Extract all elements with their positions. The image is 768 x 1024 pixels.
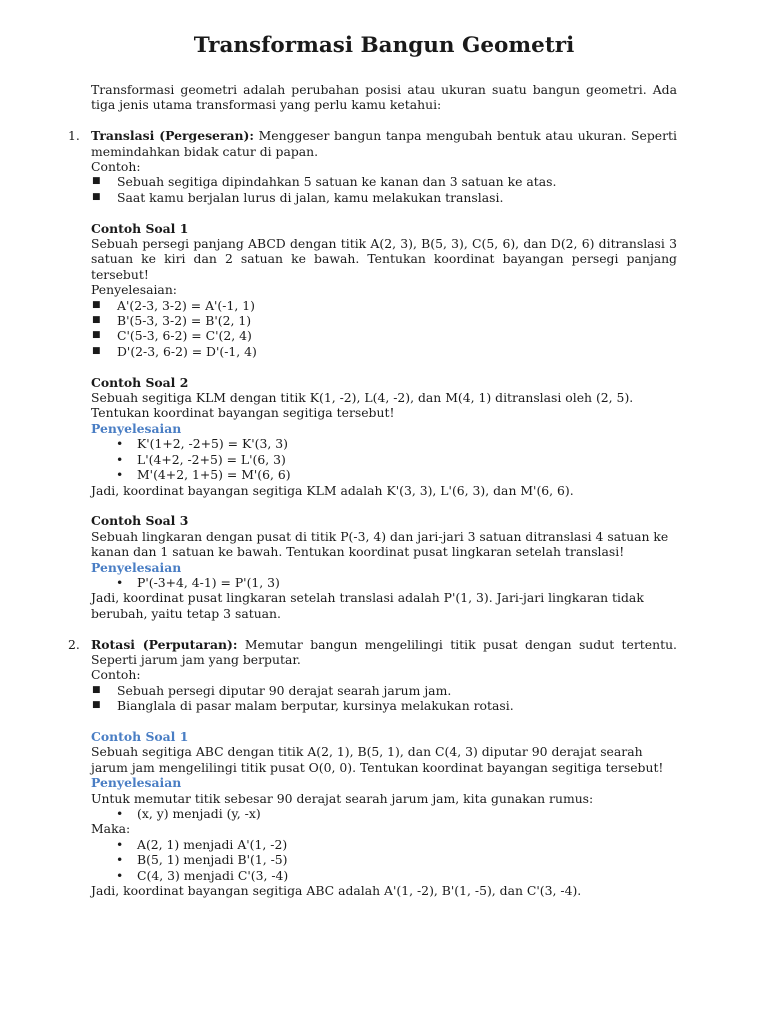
list-item: ■ Sebuah persegi diputar 90 derajat searah jarum jam. (92, 682, 452, 698)
bullet-icon: • (116, 436, 124, 452)
soal-question: Sebuah persegi panjang ABCD dengan titik A(2, 3), B(5, 3), C(5, 6), dan D(2, 6) ditranslasi 3 satuan ke kiri dan 2 satuan ke bawah. Tentukan koordinat bayangan persegi panjang tersebut! (91, 236, 677, 282)
bullet-icon: • (116, 574, 124, 590)
section-heading-paragraph (91, 637, 677, 668)
soal-conclusion: Jadi, koordinat pusat lingkaran setelah translasi adalah P'(1, 3). Jari-jari lingkaran tidak berubah, yaitu tetap 3 satuan. (91, 590, 644, 621)
soal-question: Sebuah lingkaran dengan pusat di titik P(-3, 4) dan jari-jari 3 satuan ditranslasi 4 satuan ke kanan dan 1 satuan ke bawah. Tentukan koordinat pusat lingkaran setelah translasi! (91, 528, 669, 560)
intro-paragraph: Transformasi geometri adalah perubahan posisi atau ukuran suatu bangun geometri. Ada tiga jenis utama transformasi yang perlu kamu ketahui: (91, 82, 677, 113)
square-bullet-icon: ■ (92, 176, 101, 187)
rule-list (91, 806, 677, 821)
solution-label: Penyelesaian (91, 559, 182, 575)
contoh-label: Contoh: (91, 159, 141, 175)
section-heading: Translasi (Pergeseran): (91, 128, 254, 144)
list-item: ■ A'(2-3, 3-2) = A'(-1, 1) (92, 297, 255, 313)
rule-intro: Untuk memutar titik sebesar 90 derajat searah jarum jam, kita gunakan rumus: (91, 790, 594, 806)
solution-label: Penyelesaian (91, 775, 182, 791)
bullet-icon: • (116, 451, 124, 467)
solution-steps (91, 436, 677, 482)
document-body (68, 82, 677, 899)
list-item: ■ B'(5-3, 3-2) = B'(2, 1) (92, 313, 252, 329)
bullet-icon: • (116, 867, 124, 883)
bullet-icon: • (116, 806, 124, 821)
contoh-label: Contoh: (91, 667, 141, 683)
solution-steps (91, 575, 677, 590)
section-heading-paragraph (91, 128, 677, 159)
section-number: 1. (68, 128, 80, 144)
soal-heading: Contoh Soal 1 (91, 220, 189, 236)
soal-conclusion: Jadi, koordinat bayangan segitiga ABC adalah A'(1, -2), B'(1, -5), dan C'(3, -4). (91, 883, 582, 899)
example-list (91, 174, 677, 205)
square-bullet-icon: ■ (92, 700, 101, 711)
section-heading: Rotasi (Perputaran): (91, 636, 238, 652)
solution-label: Penyelesaian (91, 420, 182, 436)
bullet-icon: • (116, 852, 124, 868)
list-item: ■ D'(2-3, 6-2) = D'(-1, 4) (92, 343, 257, 359)
list-item: • (x, y) menjadi (y, -x) (116, 806, 261, 821)
square-bullet-icon: ■ (92, 299, 101, 310)
section-description: Memutar bangun mengelilingi titik pusat dengan sudut tertentu. Seperti jarum jam yang berputar. (91, 636, 677, 667)
section-translasi (68, 128, 677, 159)
list-item: ■ Bianglala di pasar malam berputar, kursinya melakukan rotasi. (92, 698, 514, 714)
square-bullet-icon: ■ (92, 345, 101, 356)
solution-label: Penyelesaian: (91, 282, 177, 298)
section-number: 2. (68, 636, 80, 652)
list-item: • B(5, 1) menjadi B'(1, -5) (116, 852, 288, 868)
list-item: • K'(1+2, -2+5) = K'(3, 3) (116, 436, 288, 452)
list-item: • C(4, 3) menjadi C'(3, -4) (116, 867, 289, 883)
soal-heading: Contoh Soal 3 (91, 513, 189, 529)
list-item: • A(2, 1) menjadi A'(1, -2) (116, 836, 288, 852)
list-item: • M'(4+2, 1+5) = M'(6, 6) (116, 467, 291, 483)
soal-question: Sebuah segitiga ABC dengan titik A(2, 1), B(5, 1), dan C(4, 3) diputar 90 derajat searah jarum jam mengelilingi titik pusat O(0, 0). Tentukan koordinat bayangan segitiga tersebut! (91, 744, 664, 775)
square-bullet-icon: ■ (92, 330, 101, 341)
page-title: Transformasi Bangun Geometri (193, 33, 575, 58)
square-bullet-icon: ■ (92, 684, 101, 695)
section-rotasi (68, 636, 677, 668)
section-description: Menggeser bangun tanpa mengubah bentuk atau ukuran. Seperti memindahkan bidak catur di papan. (91, 128, 677, 159)
list-item: ■ Saat kamu berjalan lurus di jalan, kamu melakukan translasi. (92, 189, 504, 205)
list-item: • L'(4+2, -2+5) = L'(6, 3) (116, 451, 286, 467)
bullet-icon: • (116, 467, 124, 483)
bullet-icon: • (116, 836, 124, 852)
solution-steps (91, 837, 677, 883)
soal-question: Sebuah segitiga KLM dengan titik K(1, -2), L(4, -2), dan M(4, 1) ditranslasi oleh (2, 5). Tentukan koordinat bayangan segitiga tersebut! (91, 390, 634, 421)
soal-conclusion: Jadi, koordinat bayangan segitiga KLM adalah K'(3, 3), L'(6, 3), dan M'(6, 6). (91, 482, 574, 498)
solution-steps (91, 298, 677, 360)
example-list (91, 683, 677, 714)
list-item: ■ Sebuah segitiga dipindahkan 5 satuan ke kanan dan 3 satuan ke atas. (92, 174, 557, 190)
square-bullet-icon: ■ (92, 191, 101, 202)
list-item: ■ C'(5-3, 6-2) = C'(2, 4) (92, 328, 252, 344)
soal-heading: Contoh Soal 1 (91, 728, 189, 744)
maka-label: Maka: (91, 821, 131, 837)
list-item: • P'(-3+4, 4-1) = P'(1, 3) (116, 574, 280, 590)
square-bullet-icon: ■ (92, 315, 101, 326)
soal-heading: Contoh Soal 2 (91, 374, 189, 390)
